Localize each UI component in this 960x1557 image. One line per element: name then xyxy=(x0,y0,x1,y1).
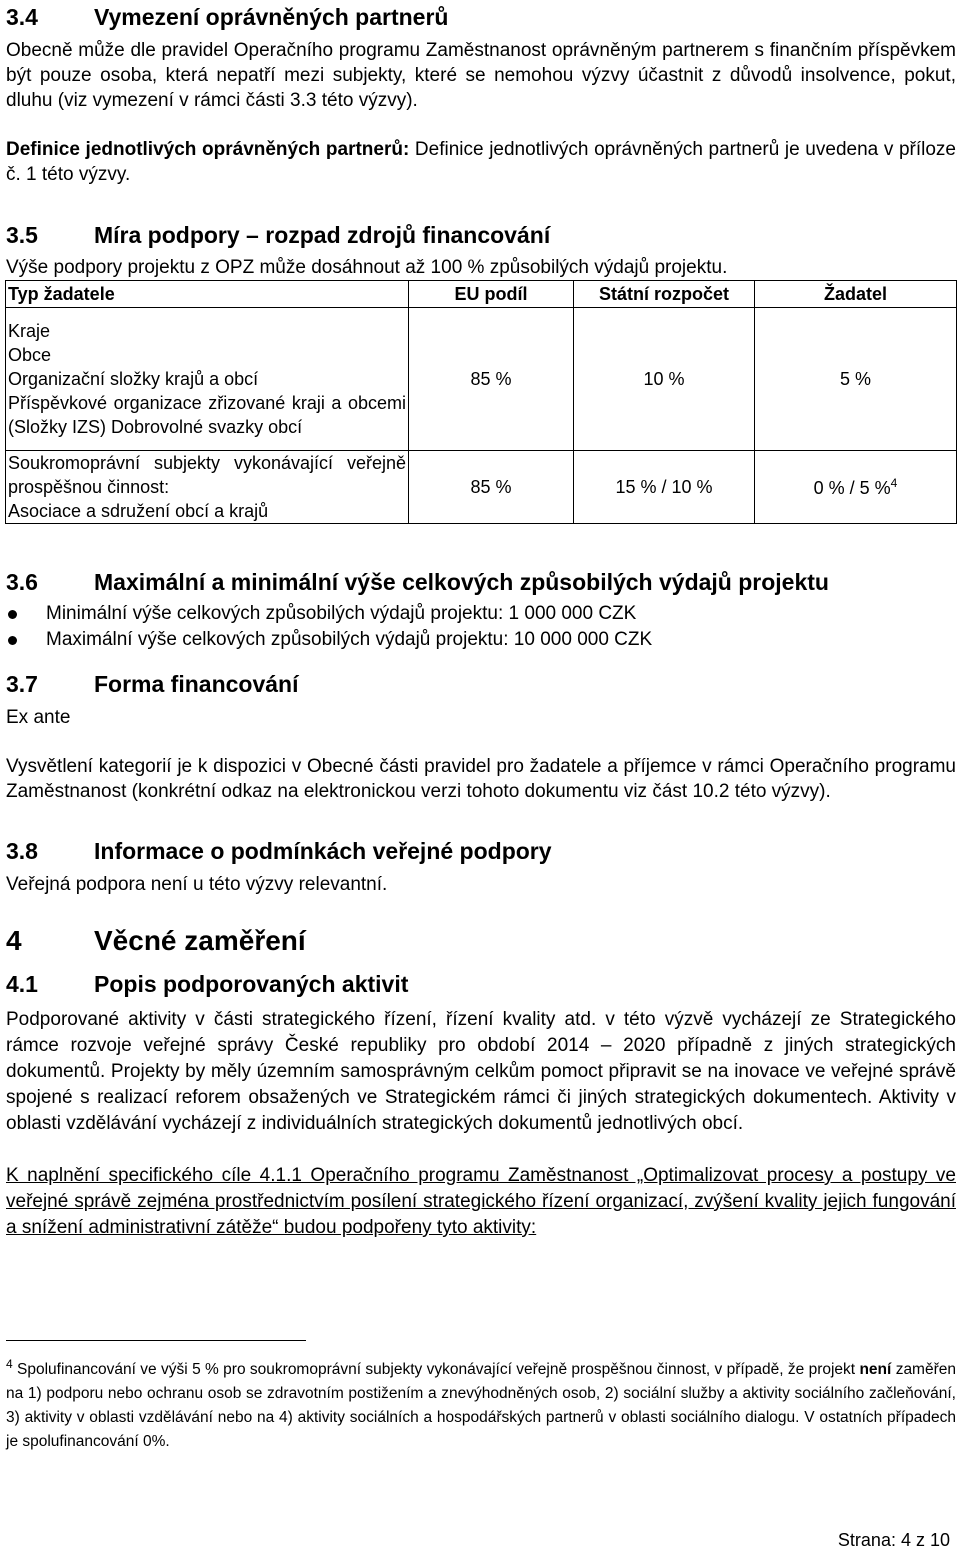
state-budget-cell: 10 % xyxy=(574,308,755,451)
header-cell: EU podíl xyxy=(409,281,574,308)
paragraph: Veřejná podpora není u této výzvy relevantní. xyxy=(6,874,388,895)
footnote: $^4$ Spolufinancování ve výši 5 % pro soukromoprávní subjekty vykonávající veřejně prospěšnou činnost, v případě, že projekt není zaměřen na 1) podporu nebo ochranu osob se zdravotním postižením a znevýhodněných osob, 2) sociální služby a aktivity sociálního začleňování, 3) aktivity v oblasti vzdělávání nebo na 4) aktivity sociálních a hospodářských partnerů v oblasti sociálního dialogu. V ostatních případech je spolufinancování 0%. xyxy=(6,1357,956,1451)
table-row xyxy=(6,308,957,451)
bullet-list xyxy=(6,601,956,653)
section-3-7 xyxy=(6,669,956,804)
section-heading: 3.5 Míra podpory – rozpad zdrojů financování xyxy=(6,222,551,248)
paragraph: Ex ante xyxy=(6,707,71,728)
list-item: Minimální výše celkových způsobilých výdajů projektu: 1 000 000 CZK xyxy=(6,601,956,627)
footnote-ref[interactable]: 4 xyxy=(890,475,898,490)
section-3-4 xyxy=(6,2,956,187)
applicant-share-cell: 0 % / 5 %$^4$ xyxy=(755,451,957,524)
paragraph: Vysvětlení kategorií je k dispozici v Obecné části pravidel pro žadatele a příjemce v rámci Operačního programu Zaměstnanost (konkrétní odkaz na elektronickou verzi tohoto dokumentu viz část 10.2 této výzvy). xyxy=(6,756,956,802)
bullet-icon xyxy=(8,636,17,645)
page-number: Strana: 4 z 10 xyxy=(837,1530,950,1550)
applicant-type-cell: Soukromoprávní subjekty vykonávající veřejně prospěšnou činnost: Asociace a sdružení obcí a krajů xyxy=(6,451,409,524)
eu-share-cell: 85 % xyxy=(409,308,574,451)
section-4-1 xyxy=(6,969,956,1241)
state-budget-cell: 15 % / 10 % xyxy=(574,451,755,524)
applicant-share-cell: 5 % xyxy=(755,308,957,451)
header-cell: Státní rozpočet xyxy=(574,281,755,308)
funding-table xyxy=(5,280,957,524)
definition-paragraph: Definice jednotlivých oprávněných partnerů: Definice jednotlivých oprávněných partnerů je uvedena v příloze č. 1 této výzvy. xyxy=(6,139,956,185)
footnote-mark: 4 xyxy=(6,1357,13,1371)
section-3-5 xyxy=(6,220,956,524)
underlined-paragraph: K naplnění specifického cíle 4.1.1 Operačního programu Zaměstnanost „Optimalizovat procesy a postupy ve veřejné správě zejména prostřednictvím posílení strategického řízení organizací, zvýšení kvality jejich fungování a snížení administrativní zátěže“ budou podpořeny tyto aktivity: xyxy=(6,1165,956,1238)
paragraph: Výše podpory projektu z OPZ může dosáhnout až 100 % způsobilých výdajů projektu. xyxy=(6,257,728,278)
section-heading: 4.1 Popis podporovaných aktivit xyxy=(6,971,409,997)
header-cell: Typ žadatele xyxy=(6,281,409,308)
applicant-type-cell: Kraje Obce Organizační složky krajů a obcí Příspěvkové organizace zřizované kraji a obcemi (Složky IZS) Dobrovolné svazky obcí xyxy=(6,308,409,451)
section-heading: 3.6 Maximální a minimální výše celkových způsobilých výdajů projektu xyxy=(6,569,829,595)
chapter-4 xyxy=(6,923,956,959)
section-heading: 3.4 Vymezení oprávněných partnerů xyxy=(6,4,449,30)
list-item: Maximální výše celkových způsobilých výdajů projektu: 10 000 000 CZK xyxy=(6,627,956,653)
chapter-heading: 4 Věcné zaměření xyxy=(6,925,306,956)
footnote-separator xyxy=(6,1340,306,1341)
header-cell: Žadatel xyxy=(755,281,957,308)
section-3-6 xyxy=(6,567,956,653)
table-row xyxy=(6,451,957,524)
section-heading: 3.7 Forma financování xyxy=(6,671,299,697)
table-header-row xyxy=(6,281,957,308)
section-heading: 3.8 Informace o podmínkách veřejné podpory xyxy=(6,838,552,864)
paragraph: Podporované aktivity v části strategického řízení, řízení kvality atd. v této výzvě vycházejí ze Strategického rámce rozvoje veřejné správy České republiky pro období 2014 – 2020 případně z jiných strategických dokumentů. Projekty by měly územním samosprávným celkům pomoct připravit se na inovace ve veřejné správě spojené s realizací reforem obsažených ve Strategickém rámci či jiných strategických dokumentech. Aktivity v oblasti vzdělávání vycházejí z individuálních strategických dokumentů jednotlivých obcí. xyxy=(6,1009,956,1134)
paragraph: Obecně může dle pravidel Operačního programu Zaměstnanost oprávněným partnerem s finančním příspěvkem být pouze osoba, která nepatří mezi subjekty, které se nemohou výzvy účastnit z důvodů insolvence, pokut, dluhu (viz vymezení v rámci části 3.3 této výzvy). xyxy=(6,40,956,111)
section-3-8 xyxy=(6,836,956,897)
eu-share-cell: 85 % xyxy=(409,451,574,524)
bullet-icon xyxy=(8,610,17,619)
